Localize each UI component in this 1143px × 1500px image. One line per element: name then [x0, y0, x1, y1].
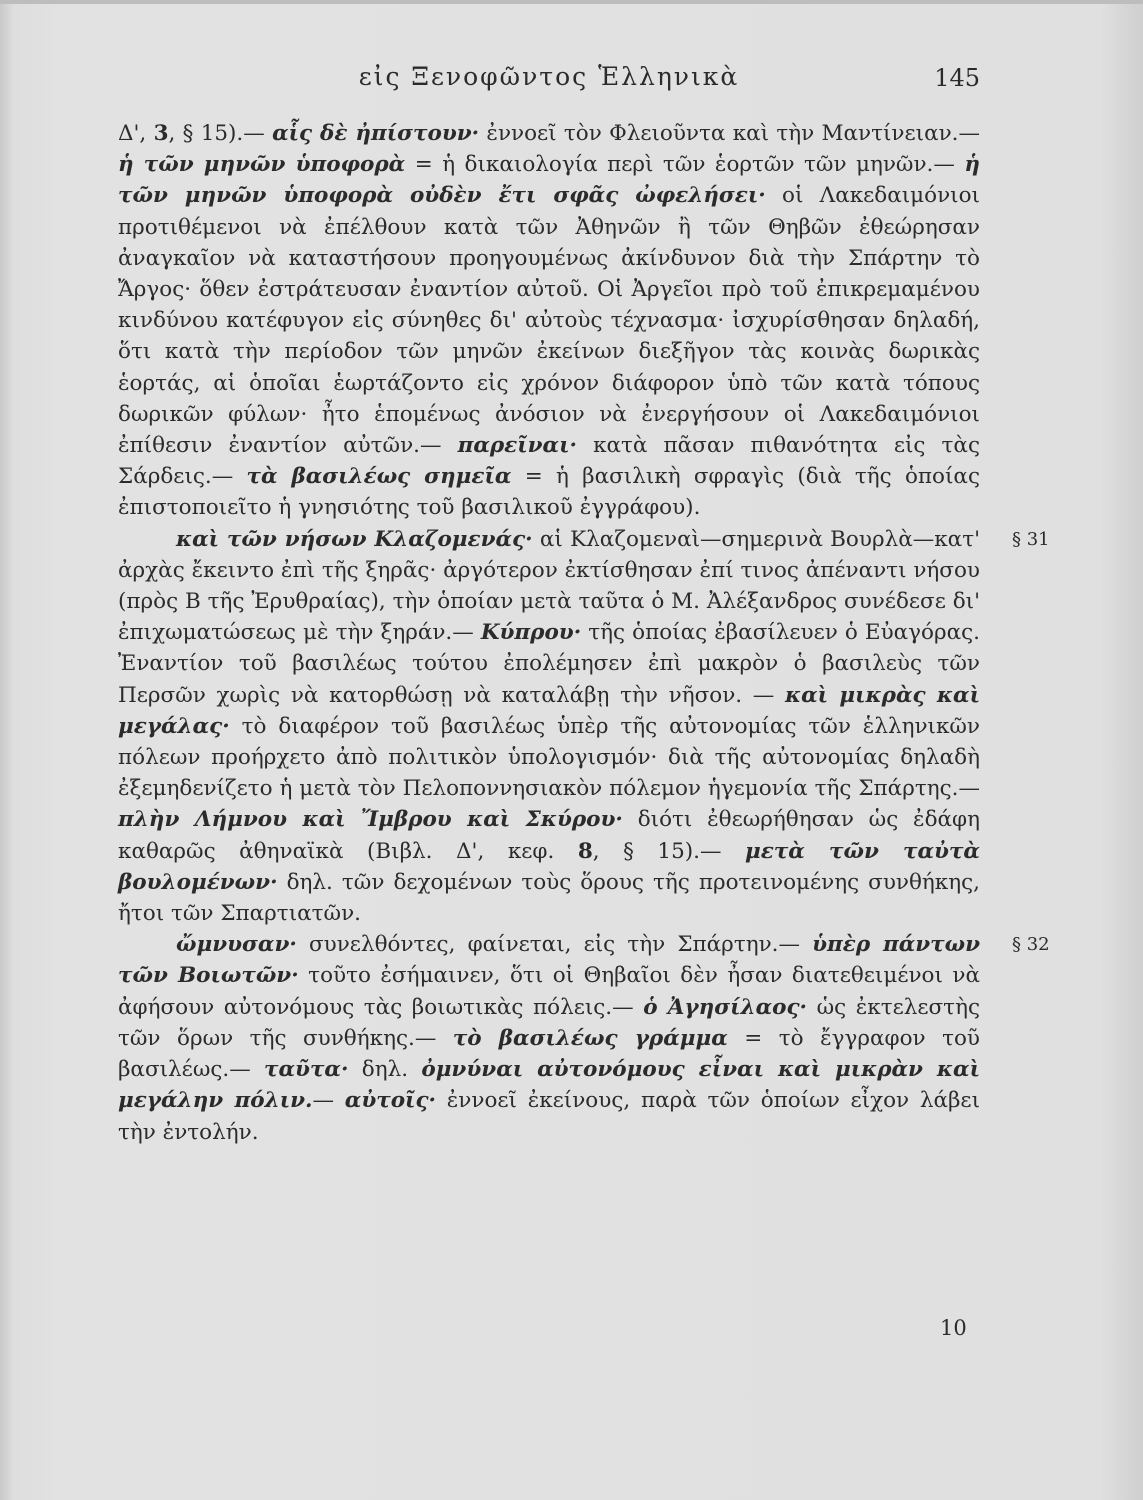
signature-mark: 10	[940, 1316, 967, 1340]
commentary-text: τῆς ὁποίας ἐβασίλευεν ὁ Εὐαγόρας. Ἐναντίον τοῦ βασιλέως τούτου ἐπολέμησεν ἐπὶ μακρὸν ὁ βασιλεὺς τῶν Περσῶν χωρὶς νὰ κατορθώσῃ νὰ καταλάβῃ τὴν νῆσον. —	[118, 620, 980, 708]
paragraph-continuation	[118, 118, 980, 524]
commentary-text: δηλ. τῶν δεχομένων τοὺς ὅρους τῆς προτεινομένης συνθήκης, ἤτοι τῶν Σπαρτιατῶν.	[118, 869, 980, 927]
page-top-edge	[0, 0, 1143, 4]
lemma: πλὴν Λήμνου καὶ Ἴμβρου καὶ Σκύρου·	[118, 807, 623, 833]
paragraph-text	[118, 118, 980, 524]
lemma: ὤμνυσαν·	[176, 932, 297, 958]
lemma: παρεῖναι·	[457, 433, 577, 459]
commentary-text: , § 15).—	[592, 838, 746, 864]
commentary-body	[118, 118, 1050, 1148]
commentary-text: συνελθόντες, φαίνεται, εἰς τὴν Σπάρτην.—	[296, 932, 813, 958]
commentary-text: τὸ διαφέρον τοῦ βασιλέως ὑπὲρ τῆς αὐτονομίας τῶν ἑλληνικῶν πόλεων προήρχετο ἀπὸ πολιτικὸν ὑπολογισμόν· διὰ τῆς αὐτονομίας δηλαδὴ ἐξεμηδενίζετο ἡ μετὰ τὸν Πελοποννησιακὸν πόλεμον ἡγεμονία τῆς Σπάρτης.—	[118, 713, 980, 802]
lemma: ὁ Ἀγησίλαος·	[643, 994, 808, 1020]
commentary-text: = τὸ ἔγγραφον τοῦ βασιλέως.—	[118, 1025, 980, 1083]
paragraph-text	[118, 524, 980, 930]
commentary-text: κατὰ πᾶσαν πιθανότητα εἰς τὰς Σάρδεις.—	[118, 433, 980, 490]
lemma: τὸ βασιλέως γράμμα	[452, 1025, 728, 1051]
section-marker: § 31	[1012, 528, 1050, 550]
lemma: αἷς δὲ ἠπίστουν·	[272, 121, 480, 146]
lemma: ἡ τῶν μηνῶν ὑποφορὰ	[118, 152, 406, 178]
lemma: Κύπρου·	[480, 620, 582, 646]
paragraph-section-31	[118, 524, 1050, 930]
lemma: καὶ μικρὰς καὶ μεγάλας·	[118, 682, 980, 739]
commentary-text: = ἡ βασιλικὴ σφραγὶς (διὰ τῆς ὁποίας ἐπιστοποιεῖτο ἡ γνησιότης τοῦ βασιλικοῦ ἐγγράφου).	[118, 464, 980, 521]
commentary-text: διότι ἐθεωρήθησαν ὡς ἐδάφη καθαρῶς ἀθηναϊκὰ (Βιβλ. Δ', κεφ.	[118, 807, 980, 864]
lemma: καὶ τῶν νήσων Κλαζομενάς·	[176, 526, 533, 552]
lemma: τὰ βασιλέως σημεῖα	[246, 464, 512, 490]
commentary-text: , § 15).—	[168, 121, 273, 146]
lemma: αὐτοῖς·	[344, 1088, 437, 1114]
lemma: ταῦτα·	[264, 1057, 349, 1083]
page-header	[118, 62, 980, 102]
commentary-text: οἱ Λακεδαιμόνιοι προτιθέμενοι νὰ ἐπέλθουν κατὰ τῶν Ἀθηνῶν ἢ τῶν Θηβῶν ἐθεώρησαν ἀναγκαῖον νὰ καταστήσουν προηγουμένως ἀκίνδυνον διὰ τὴν Σπάρτην τὸ Ἄργος· ὅθεν ἐστράτευσαν ἐναντίον αὐτοῦ. Οἱ Ἀργεῖοι πρὸ τοῦ ἐπικρεμαμένου κινδύνου κατέφυγον εἰς σύνηθες δι' αὐτοὺς τέχνασμα· ἰσχυρίσθησαν δηλαδή, ὅτι κατὰ τὴν περίοδον τῶν μηνῶν ἐκείνων διεξῆγον τὰς κοινὰς δωρικὰς ἑορτάς, αἱ ὁποῖαι ἑωρτάζοντο εἰς χρόνον διάφορον ὑπὸ τῶν κατὰ τόπους δωρικῶν φύλων· ἦτο ἑπομένως ἀνόσιον νὰ ἐνεργήσουν οἱ Λακεδαιμόνιοι ἐπίθεσιν ἐναντίον αὐτῶν.—	[118, 183, 980, 459]
paragraph-section-32	[118, 929, 1050, 1147]
section-marker: § 32	[1012, 934, 1050, 956]
lemma: μετὰ τῶν ταὐτὰ βουλομένων·	[118, 838, 980, 895]
lemma: ἡ τῶν μηνῶν ὑποφορὰ οὐδὲν ἔτι σφᾶς ὠφελήσει·	[118, 152, 980, 209]
lemma: ὑπὲρ πάντων τῶν Βοιωτῶν·	[118, 932, 981, 989]
commentary-text: δηλ.	[348, 1057, 422, 1083]
lemma: 3	[153, 121, 169, 146]
commentary-text: —	[312, 1088, 345, 1114]
commentary-text: = ἡ δικαιολογία περὶ τῶν ἑορτῶν τῶν μηνῶν.—	[405, 152, 965, 178]
commentary-text: Δ',	[118, 121, 154, 146]
page-number: 145	[934, 64, 980, 92]
commentary-text: τοῦτο ἐσήμαινεν, ὅτι οἱ Θηβαῖοι δὲν ἦσαν διατεθειμένοι νὰ ἀφήσουν αὐτονόμους τὰς βοιωτικὰς πόλεις.—	[118, 963, 980, 1020]
lemma: 8	[577, 838, 593, 864]
commentary-text: ἐννοεῖ τὸν Φλειοῦντα καὶ τὴν Μαντίνειαν.—	[479, 121, 980, 146]
running-title: εἰς Ξενοφῶντος Ἑλληνικὰ	[358, 62, 740, 91]
commentary-text: ἐννοεῖ ἐκείνους, παρὰ τῶν ὁποίων εἶχον λάβει τὴν ἐντολήν.	[118, 1088, 981, 1145]
paragraph-text	[118, 929, 980, 1147]
commentary-text: ὡς ἐκτελεστὴς τῶν ὅρων τῆς συνθήκης.—	[118, 994, 980, 1051]
lemma: ὀμνύναι αὐτονόμους εἶναι καὶ μικρὰν καὶ μεγάλην πόλιν.	[118, 1057, 980, 1114]
commentary-text: αἱ Κλαζομεναὶ—σημερινὰ Βουρλὰ—κατ' ἀρχὰς ἔκειντο ἐπὶ τῆς ξηρᾶς· ἀργότερον ἐκτίσθησαν ἐπί τινος ἀπέναντι νήσου (πρὸς Β τῆς Ἐρυθραίας), τὴν ὁποίαν μετὰ ταῦτα ὁ Μ. Ἀλέξανδρος συνέδεσε δι' ἐπιχωματώσεως μὲ τὴν ξηράν.—	[118, 526, 980, 646]
